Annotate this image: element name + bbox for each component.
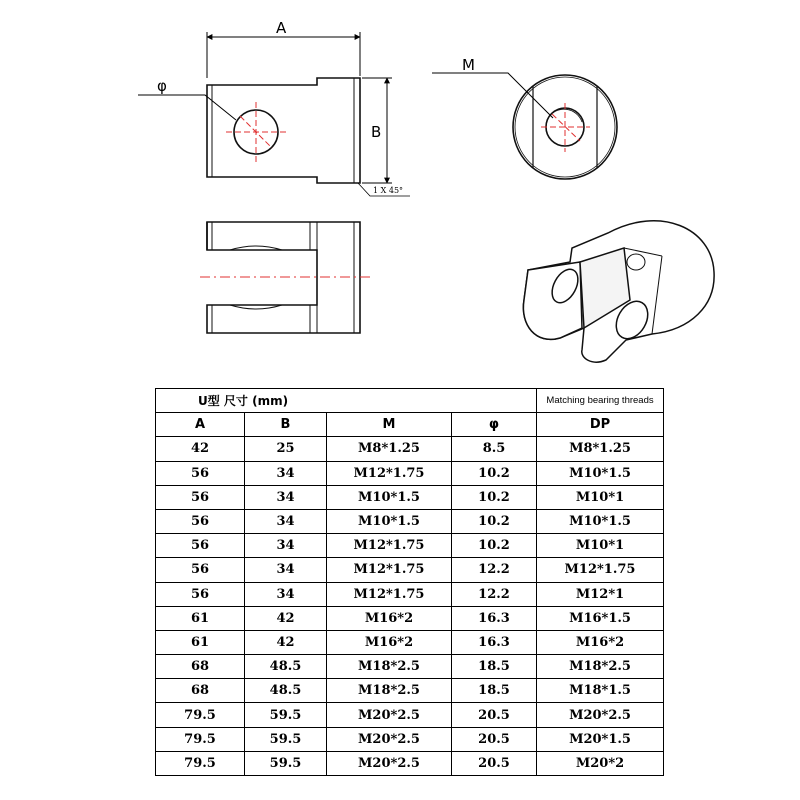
table-row — [156, 582, 664, 606]
cell-b: 34 — [245, 558, 327, 582]
cell-b: 48.5 — [245, 679, 327, 703]
cell-m: M12*1.75 — [327, 534, 452, 558]
table-row — [156, 558, 664, 582]
cell-m: M20*2.5 — [327, 703, 452, 727]
cell-b: 34 — [245, 582, 327, 606]
cell-a: 79.5 — [156, 727, 245, 751]
cell-a: 61 — [156, 606, 245, 630]
table-row — [156, 461, 664, 485]
cell-a: 68 — [156, 655, 245, 679]
table-row — [156, 485, 664, 509]
table-row — [156, 655, 664, 679]
cell-phi: 12.2 — [452, 558, 537, 582]
cell-m: M10*1.5 — [327, 485, 452, 509]
cell-m: M18*2.5 — [327, 655, 452, 679]
cell-b: 59.5 — [245, 751, 327, 775]
cell-b: 42 — [245, 606, 327, 630]
dim-phi-label: φ — [157, 77, 167, 95]
cell-a: 56 — [156, 582, 245, 606]
phi-leader — [138, 95, 236, 120]
table-title-row — [156, 389, 664, 413]
cell-phi: 10.2 — [452, 509, 537, 533]
cell-phi: 20.5 — [452, 703, 537, 727]
cell-dp: M10*1.5 — [537, 509, 664, 533]
cell-m: M16*2 — [327, 606, 452, 630]
cell-m: M16*2 — [327, 630, 452, 654]
cell-dp: M8*1.25 — [537, 437, 664, 461]
top-view — [200, 222, 370, 333]
cell-b: 42 — [245, 630, 327, 654]
cell-phi: 10.2 — [452, 485, 537, 509]
cell-dp: M10*1 — [537, 485, 664, 509]
cell-dp: M16*1.5 — [537, 606, 664, 630]
cell-dp: M20*2.5 — [537, 703, 664, 727]
table-row — [156, 606, 664, 630]
cell-a: 56 — [156, 558, 245, 582]
cell-a: 56 — [156, 509, 245, 533]
dimension-a — [207, 32, 360, 78]
cell-dp: M12*1 — [537, 582, 664, 606]
cell-dp: M16*2 — [537, 630, 664, 654]
cell-a: 79.5 — [156, 751, 245, 775]
cell-a: 61 — [156, 630, 245, 654]
cell-m: M8*1.25 — [327, 437, 452, 461]
table-row — [156, 630, 664, 654]
header-m: M — [327, 413, 452, 437]
isometric-view — [523, 221, 714, 362]
header-phi: φ — [452, 413, 537, 437]
cell-m: M20*2.5 — [327, 751, 452, 775]
table-row — [156, 534, 664, 558]
cell-a: 56 — [156, 485, 245, 509]
header-a: A — [156, 413, 245, 437]
table-note: Matching bearing threads — [537, 389, 664, 413]
cell-phi: 10.2 — [452, 461, 537, 485]
cell-dp: M20*2 — [537, 751, 664, 775]
cell-phi: 12.2 — [452, 582, 537, 606]
cell-b: 48.5 — [245, 655, 327, 679]
cell-a: 79.5 — [156, 703, 245, 727]
cell-m: M12*1.75 — [327, 461, 452, 485]
cell-phi: 8.5 — [452, 437, 537, 461]
cell-b: 59.5 — [245, 703, 327, 727]
cell-dp: M10*1 — [537, 534, 664, 558]
cell-b: 34 — [245, 485, 327, 509]
cell-b: 25 — [245, 437, 327, 461]
cell-dp: M18*1.5 — [537, 679, 664, 703]
dim-b-label: B — [371, 123, 382, 141]
table-row — [156, 703, 664, 727]
cell-a: 68 — [156, 679, 245, 703]
chamfer-label: 1 X 45° — [373, 186, 404, 195]
table-title: U型 尺寸 (mm) — [156, 389, 537, 413]
table-row — [156, 509, 664, 533]
cell-phi: 20.5 — [452, 727, 537, 751]
cell-dp: M18*2.5 — [537, 655, 664, 679]
m-leader — [432, 73, 553, 118]
spec-table — [155, 388, 664, 776]
side-view — [513, 75, 617, 179]
cell-b: 34 — [245, 461, 327, 485]
table-row — [156, 679, 664, 703]
cell-b: 34 — [245, 534, 327, 558]
cell-m: M10*1.5 — [327, 509, 452, 533]
table-row — [156, 751, 664, 775]
table-row — [156, 727, 664, 751]
cell-b: 59.5 — [245, 727, 327, 751]
cell-phi: 16.3 — [452, 606, 537, 630]
cell-a: 42 — [156, 437, 245, 461]
cell-m: M12*1.75 — [327, 558, 452, 582]
table-row — [156, 437, 664, 461]
table-header-row — [156, 413, 664, 437]
cell-phi: 10.2 — [452, 534, 537, 558]
cell-dp: M12*1.75 — [537, 558, 664, 582]
header-b: B — [245, 413, 327, 437]
cell-m: M12*1.75 — [327, 582, 452, 606]
cell-b: 34 — [245, 509, 327, 533]
cell-phi: 20.5 — [452, 751, 537, 775]
technical-drawing — [0, 0, 800, 380]
cell-a: 56 — [156, 534, 245, 558]
dim-a-label: A — [276, 19, 287, 37]
cell-m: M18*2.5 — [327, 679, 452, 703]
header-dp: DP — [537, 413, 664, 437]
cell-a: 56 — [156, 461, 245, 485]
dim-m-label: M — [462, 56, 475, 74]
front-view — [207, 78, 360, 183]
cell-phi: 16.3 — [452, 630, 537, 654]
cell-m: M20*2.5 — [327, 727, 452, 751]
cell-dp: M20*1.5 — [537, 727, 664, 751]
cell-phi: 18.5 — [452, 679, 537, 703]
cell-phi: 18.5 — [452, 655, 537, 679]
cell-dp: M10*1.5 — [537, 461, 664, 485]
